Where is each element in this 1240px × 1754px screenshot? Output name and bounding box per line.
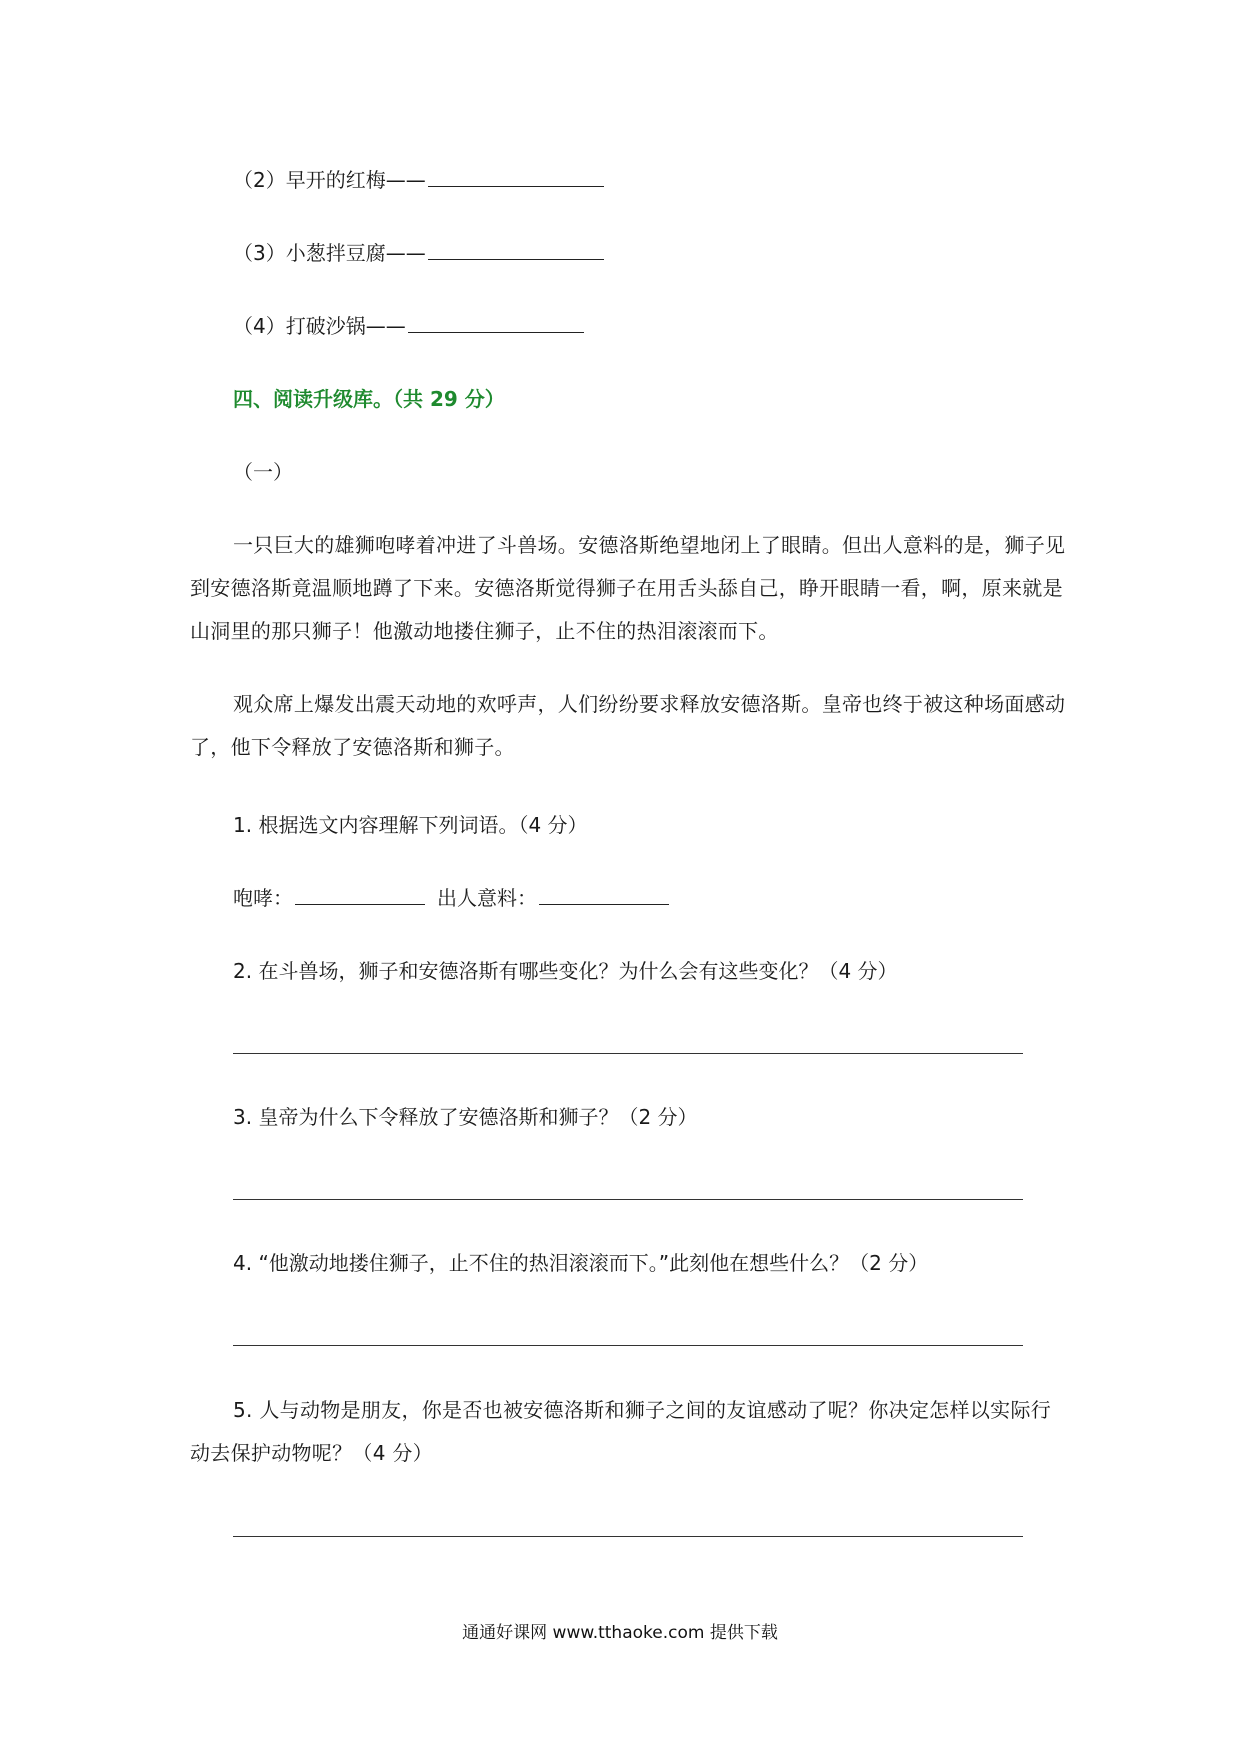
item-2-blank[interactable] bbox=[428, 166, 604, 187]
footer-source: 通通好课网 www.tthaoke.com 提供下载 bbox=[462, 1623, 778, 1643]
answer-line-4[interactable] bbox=[233, 1345, 1023, 1346]
question-1-words bbox=[233, 883, 669, 913]
question-2: 2. 在斗兽场，狮子和安德洛斯有哪些变化？为什么会有这些变化？（4 分） bbox=[233, 959, 898, 983]
question-4: 4. “他激动地搂住狮子，止不住的热泪滚滚而下。”此刻他在想些什么？（2 分） bbox=[233, 1251, 929, 1275]
answer-line-3[interactable] bbox=[233, 1199, 1023, 1200]
question-1: 1. 根据选文内容理解下列词语。（4 分） bbox=[233, 813, 588, 837]
answer-line-5[interactable] bbox=[233, 1536, 1023, 1537]
word-churenyiliao-blank[interactable] bbox=[539, 884, 669, 905]
item-3 bbox=[233, 238, 604, 268]
word-churenyiliao-label: 出人意料： bbox=[437, 886, 537, 910]
word-paoxiao-label: 咆哮： bbox=[233, 886, 293, 910]
passage-paragraph-1: 一只巨大的雄狮咆哮着冲进了斗兽场。安德洛斯绝望地闭上了眼睛。但出人意料的是，狮子见到安德洛斯竟温顺地蹲了下来。安德洛斯觉得狮子在用舌头舔自己，睁开眼睛一看，啊，原来就是山洞里的那只狮子！他激动地搂住狮子，止不住的热泪滚滚而下。 bbox=[190, 533, 1066, 643]
part-label: （一） bbox=[233, 460, 293, 484]
item-3-blank[interactable] bbox=[428, 239, 604, 260]
item-4-blank[interactable] bbox=[408, 312, 584, 333]
item-2-text: （2）早开的红梅—— bbox=[233, 168, 426, 192]
answer-line-2[interactable] bbox=[233, 1053, 1023, 1054]
item-2 bbox=[233, 165, 604, 195]
question-3: 3. 皇帝为什么下令释放了安德洛斯和狮子？（2 分） bbox=[233, 1105, 698, 1129]
passage-paragraph-2: 观众席上爆发出震天动地的欢呼声，人们纷纷要求释放安德洛斯。皇帝也终于被这种场面感动了，他下令释放了安德洛斯和狮子。 bbox=[190, 692, 1066, 759]
item-4-text: （4）打破沙锅—— bbox=[233, 314, 406, 338]
item-4 bbox=[233, 311, 584, 341]
question-5: 5. 人与动物是朋友，你是否也被安德洛斯和狮子之间的友谊感动了呢？你决定怎样以实际行动去保护动物呢？（4 分） bbox=[190, 1398, 1052, 1465]
word-paoxiao-blank[interactable] bbox=[295, 884, 425, 905]
section-heading: 四、阅读升级库。（共 29 分） bbox=[233, 387, 505, 411]
item-3-text: （3）小葱拌豆腐—— bbox=[233, 241, 426, 265]
